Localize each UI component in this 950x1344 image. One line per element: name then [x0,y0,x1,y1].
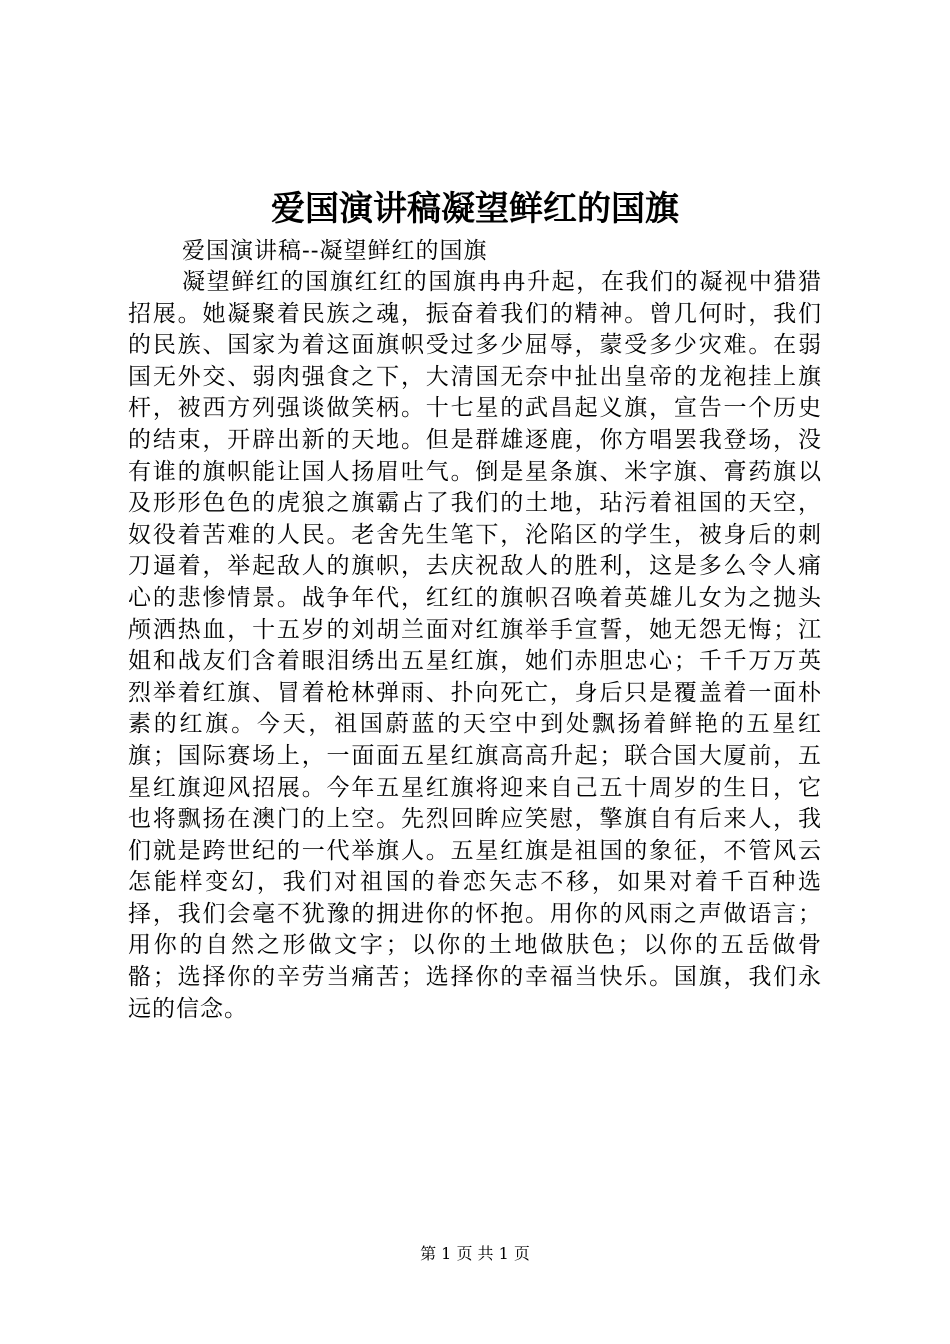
document-body [128,236,822,1025]
body-paragraph: 凝望鲜红的国旗红红的国旗冉冉升起，在我们的凝视中猎猎招展。她凝聚着民族之魂，振奋着我们的精神。曾几何时，我们的民族、国家为着这面旗帜受过多少屈辱，蒙受多少灾难。在弱国无外交、弱肉强食之下，大清国无奈中扯出皇帝的龙袍挂上旗杆，被西方列强谈做笑柄。十七星的武昌起义旗，宣告一个历史的结束，开辟出新的天地。但是群雄逐鹿，你方唱罢我登场，没有谁的旗帜能让国人扬眉吐气。倒是星条旗、米字旗、膏药旗以及形形色色的虎狼之旗霸占了我们的土地，玷污着祖国的天空，奴役着苦难的人民。老舍先生笔下，沦陷区的学生，被身后的刺刀逼着，举起敌人的旗帜，去庆祝敌人的胜利，这是多么令人痛心的悲惨情景。战争年代，红红的旗帜召唤着英雄儿女为之抛头颅洒热血，十五岁的刘胡兰面对红旗举手宣誓，她无怨无悔；江姐和战友们含着眼泪绣出五星红旗，她们赤胆忠心；千千万万英烈举着红旗、冒着枪林弹雨、扑向死亡，身后只是覆盖着一面朴素的红旗。今天，祖国蔚蓝的天空中到处飘扬着鲜艳的五星红旗；国际赛场上，一面面五星红旗高高升起；联合国大厦前，五星红旗迎风招展。今年五星红旗将迎来自己五十周岁的生日，它也将飘扬在澳门的上空。先烈回眸应笑慰，擎旗自有后来人，我们就是跨世纪的一代举旗人。五星红旗是祖国的象征，不管风云怎能样变幻，我们对祖国的眷恋矢志不移，如果对着千百种选择，我们会毫不犹豫的拥进你的怀抱。用你的风雨之声做语言；用你的自然之形做文字；以你的土地做肤色；以你的五岳做骨骼；选择你的辛劳当痛苦；选择你的幸福当快乐。国旗，我们永远的信念。 [128,269,822,1022]
document-title: 爱国演讲稿凝望鲜红的国旗 [271,189,679,229]
document-subtitle: 爱国演讲稿--凝望鲜红的国旗 [182,238,488,264]
page-number-footer: 第 1 页 共 1 页 [420,1244,530,1263]
